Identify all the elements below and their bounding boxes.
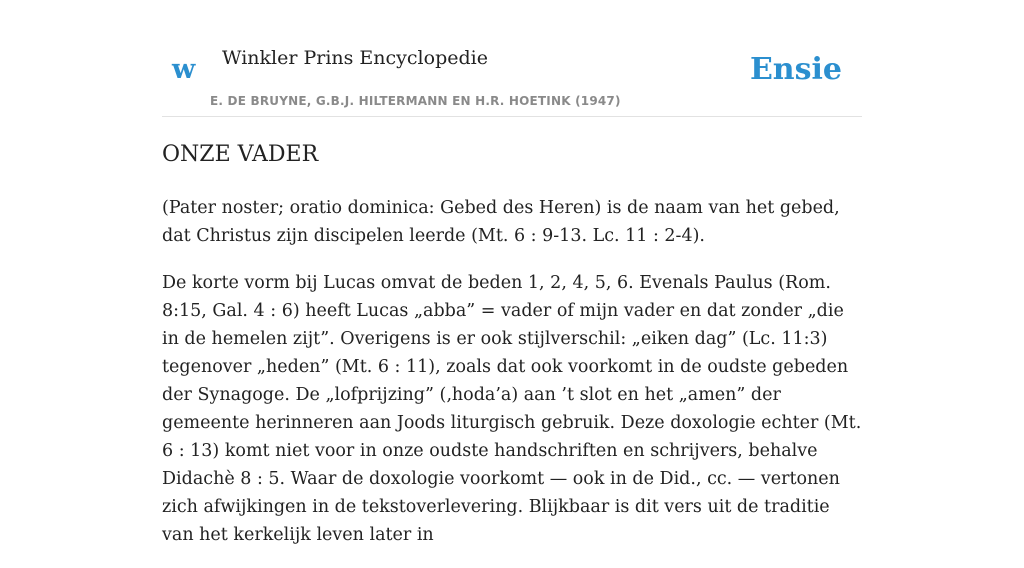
- source-authors: E. DE BRUYNE, G.B.J. HILTERMANN EN H.R. HOETINK (1947): [210, 94, 621, 108]
- winkler-prins-logo[interactable]: w: [172, 54, 196, 85]
- source-title[interactable]: Winkler Prins Encyclopedie: [222, 47, 488, 69]
- ensie-logo-link[interactable]: Ensie: [749, 52, 842, 87]
- article-body: [162, 138, 862, 568]
- article-title: ONZE VADER: [162, 142, 319, 167]
- source-header: [162, 0, 862, 117]
- article-paragraph: (Pater noster; oratio dominica: Gebed des Heren) is de naam van het gebed, dat Christus zijn discipelen leerde (Mt. 6 : 9-13. Lc. 11 : 2-4).: [162, 198, 840, 246]
- article-paragraph: De korte vorm bij Lucas omvat de beden 1, 2, 4, 5, 6. Evenals Paulus (Rom. 8:15, Gal. 4 : 6) heeft Lucas „abba” = vader of mijn vader en dat zonder „die in de hemelen zijt”. Overigens is er ook stijlverschil: „eiken dag” (Lc. 11:3) tegenover „heden” (Mt. 6 : 11), zoals dat ook voorkomt in de oudste gebeden der Synagoge. De „lofprijzing” (‚hoda’a) aan ’t slot en het „amen” der gemeente herinneren aan Joods liturgisch gebruik. Deze doxologie echter (Mt. 6 : 13) komt niet voor in onze oudste handschriften en schrijvers, behalve Didachè 8 : 5. Waar de doxologie voorkomt — ook in de Did., cc. — vertonen zich afwijkingen in de tekstoverlevering. Blijkbaar is dit vers uit de traditie van het kerkelijk leven later in: [162, 273, 862, 545]
